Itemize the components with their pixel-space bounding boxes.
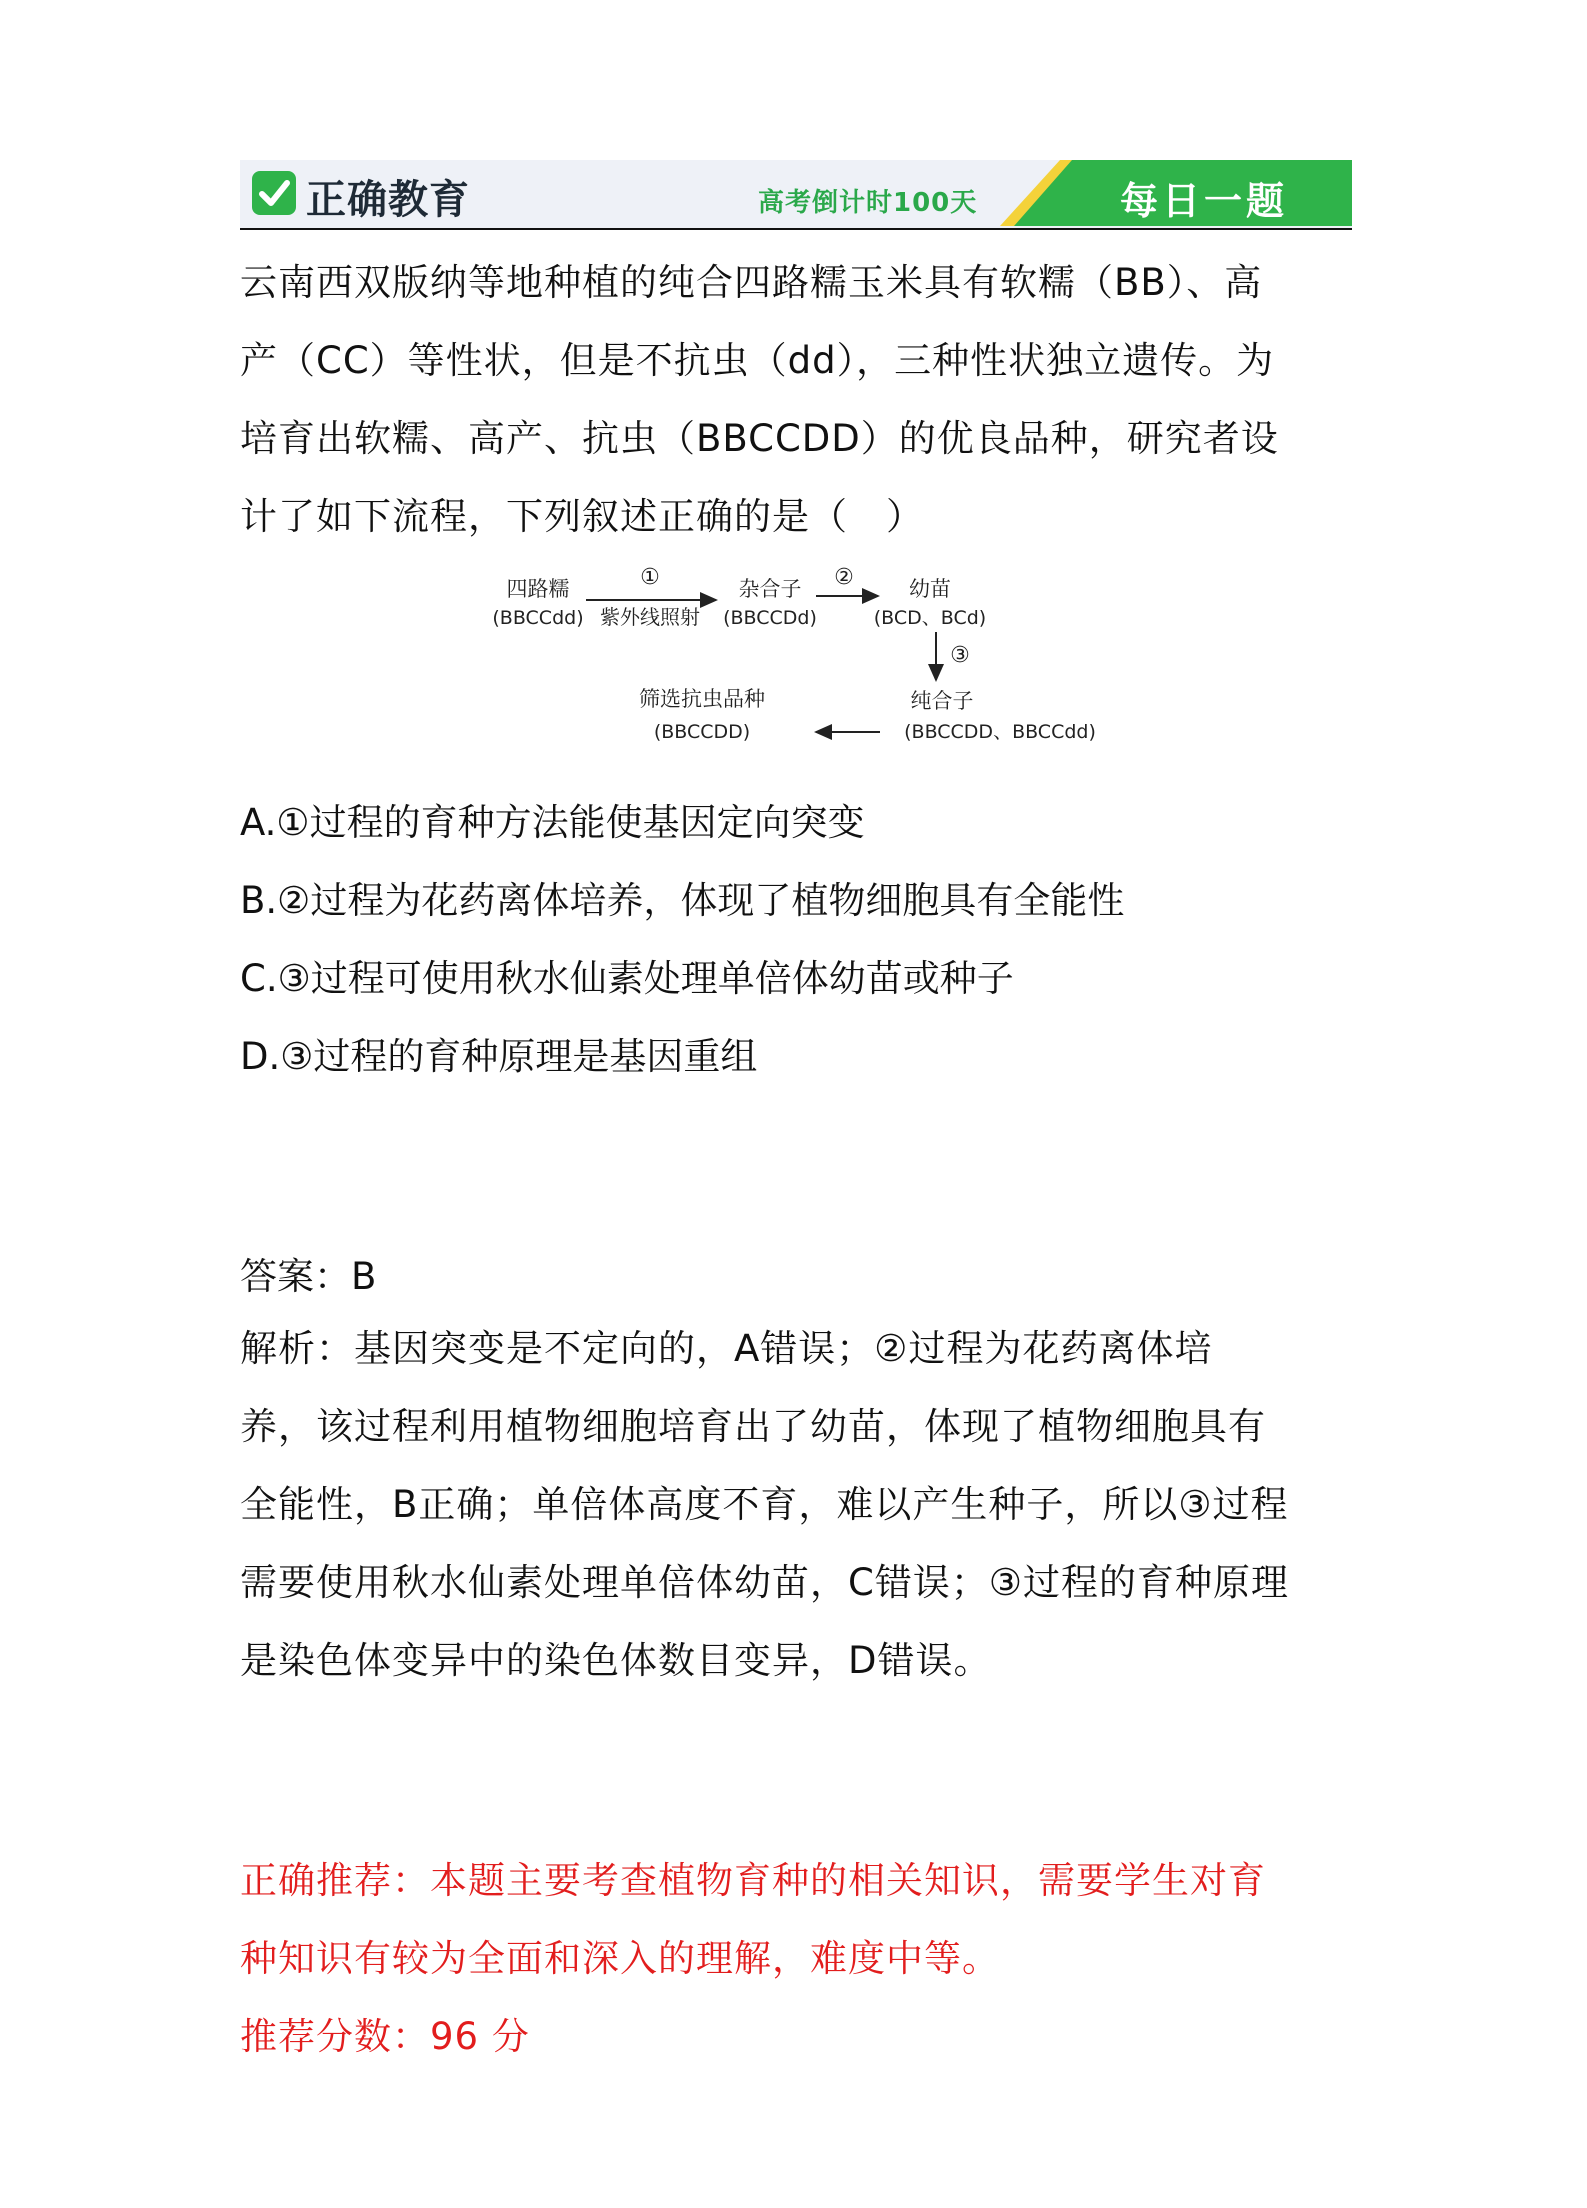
recommend-score: 推荐分数：96 分 bbox=[240, 2015, 530, 2058]
breeding-flow-diagram bbox=[480, 560, 1120, 750]
analysis-text bbox=[240, 1310, 1352, 1700]
option-d: D.③过程的育种原理是基因重组 bbox=[240, 1035, 758, 1078]
step-label: 紫外线照射 bbox=[600, 605, 700, 629]
daily-title: 每日一题 bbox=[1120, 179, 1289, 223]
analysis-line: 全能性，B正确；单倍体高度不育，难以产生种子，所以③过程 bbox=[240, 1483, 1289, 1526]
analysis-line: 养，该过程利用植物细胞培育出了幼苗，体现了植物细胞具有 bbox=[240, 1405, 1266, 1448]
node-genotype: (BCD、BCd) bbox=[873, 607, 987, 629]
brand-name: 正确教育 bbox=[306, 177, 470, 223]
question-line: 培育出软糯、高产、抗虫（BBCCDD）的优良品种，研究者设 bbox=[240, 417, 1279, 460]
step-number: ② bbox=[834, 565, 854, 590]
question-text bbox=[240, 244, 1352, 556]
recommend-line: 种知识有较为全面和深入的理解，难度中等。 bbox=[240, 1937, 1000, 1980]
check-logo-icon bbox=[252, 171, 296, 215]
analysis-line: 解析：基因突变是不定向的，A错误；②过程为花药离体培 bbox=[240, 1327, 1213, 1370]
step-number: ① bbox=[640, 565, 660, 590]
analysis-line: 是染色体变异中的染色体数目变异，D错误。 bbox=[240, 1639, 992, 1682]
answer-line: 答案：B bbox=[240, 1255, 377, 1298]
option-c: C.③过程可使用秋水仙素处理单倍体幼苗或种子 bbox=[240, 957, 1014, 1000]
option-a: A.①过程的育种方法能使基因定向突变 bbox=[240, 801, 865, 844]
recommend-line: 正确推荐：本题主要考查植物育种的相关知识，需要学生对育 bbox=[240, 1859, 1266, 1902]
node-name: 筛选抗虫品种 bbox=[639, 687, 765, 711]
node-name: 幼苗 bbox=[909, 577, 951, 601]
node-genotype: (BBCCDD) bbox=[653, 721, 751, 743]
question-line: 产（CC）等性状，但是不抗虫（dd），三种性状独立遗传。为 bbox=[240, 339, 1275, 382]
header-banner bbox=[240, 160, 1352, 230]
node-genotype: (BBCCDD、BBCCdd) bbox=[904, 721, 1096, 743]
node-genotype: (BBCCDd) bbox=[723, 607, 817, 629]
question-line: 计了如下流程，下列叙述正确的是（ ） bbox=[240, 495, 924, 538]
recommend-text bbox=[240, 1842, 1352, 2076]
analysis-line: 需要使用秋水仙素处理单倍体幼苗，C错误；③过程的育种原理 bbox=[240, 1561, 1290, 1604]
node-name: 纯合子 bbox=[910, 689, 974, 713]
question-line: 云南西双版纳等地种植的纯合四路糯玉米具有软糯（BB）、高 bbox=[240, 261, 1263, 304]
node-name: 杂合子 bbox=[738, 577, 802, 601]
node-name: 四路糯 bbox=[506, 577, 570, 601]
countdown-text: 高考倒计时100天 bbox=[758, 188, 978, 218]
option-b: B.②过程为花药离体培养，体现了植物细胞具有全能性 bbox=[240, 879, 1125, 922]
node-genotype: (BBCCdd) bbox=[492, 607, 584, 629]
step-number: ③ bbox=[950, 643, 970, 668]
